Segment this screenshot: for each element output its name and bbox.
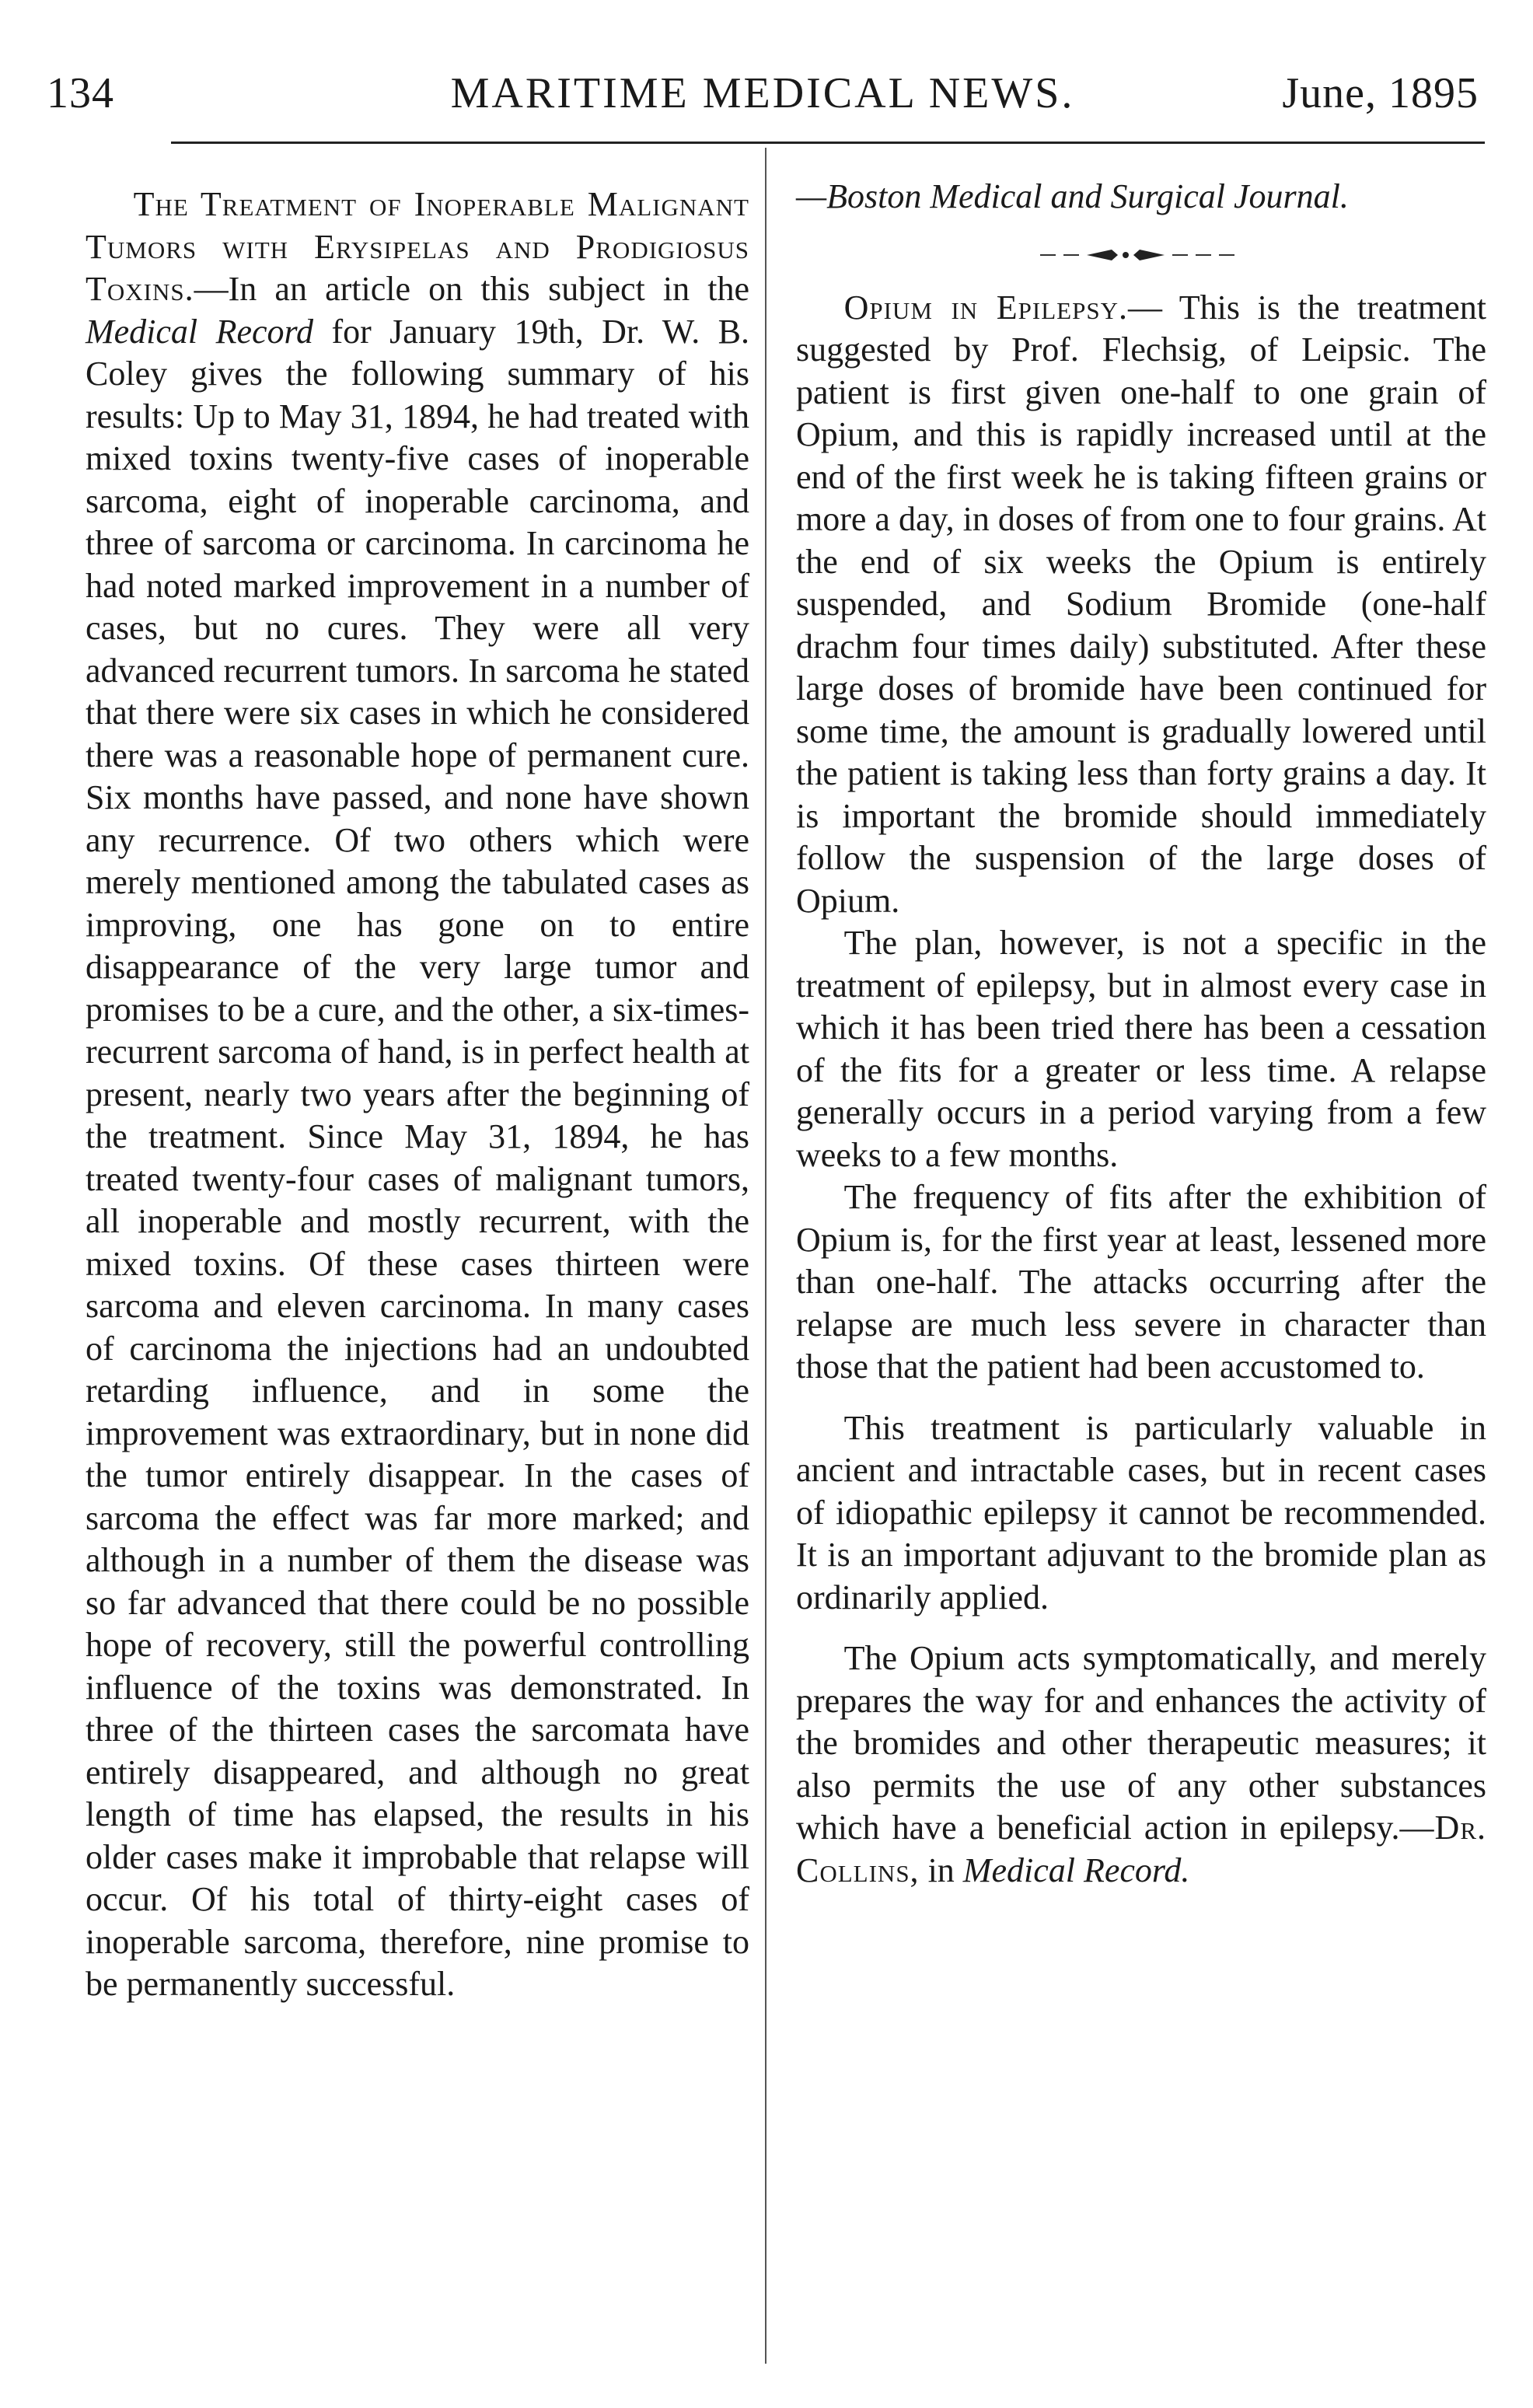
running-head [47,68,1479,131]
issue-date: June, 1895 [1282,69,1479,117]
source-citation: Medical Record [86,312,314,351]
article-heading: The Treatment of Inoperable Malignant Tumors with Erysipelas and Prodigiosus Toxins. [86,185,749,308]
article-source [796,176,1486,218]
author-credit: —Dr. Collins, [796,1809,1486,1889]
connector-text: in [919,1851,963,1889]
page-number: 134 [47,69,114,117]
left-column [86,183,749,2006]
article-opium-p3: The frequency of fits after the exhibition of Opium is, for the first year at least, lessened more than one-half. The attacks occurring after the relapse are much less severe in character than those that the patient had been accustomed to. [796,1178,1486,1386]
article-heading-opium: Opium in Epilepsy. [843,288,1128,327]
paragraph-text: — This is the treatment suggested by Prof. Flechsig, of Leipsic. The patient is first given one-half to one grain of Opium, and this is rapidly increased until at the end of the first week he is taking fifteen grains or more a day, in doses of from one to four grains. At the end of six weeks the Opium is entirely suspended, and Sodium Bromide (one-half drachm four times daily) substituted. After these large doses of bromide have been continued for some time, the amount is gradually lowered until the patient is taking less than forty grains a day. It is important the bromide should immediately follow the suspension of the large doses of Opium. [796,288,1487,920]
source-journal: —Boston Medical and Surgical Journal. [796,177,1349,215]
header-rule [171,142,1485,144]
journal-title: MARITIME MEDICAL NEWS. [450,69,1075,117]
article-body-intro: —In an article on this subject in the [194,270,749,308]
article-opium-p2: The plan, however, is not a specific in the treatment of epilepsy, but in almost every case in which it has been tried there has been a cessation of the fits for a greater or less time. A relapse generally occurs in a period varying from a few weeks to a few months. [796,924,1486,1174]
article-opium-p4: This treatment is particularly valuable in ancient and intractable cases, but in recent cases of idiopathic epilepsy it cannot be recommended. It is an important adjuvant to the bromide plan as ordinarily applied. [796,1408,1486,1616]
column-divider [765,148,766,2364]
source-journal-end: Medical Record. [962,1851,1190,1889]
article-opium-p1 [796,287,1486,923]
ornament-dash-icon [1040,246,1242,264]
article-coley [86,183,749,2006]
right-column [796,176,1486,1892]
article-opium-p5 [796,1637,1486,1892]
article-body: for January 19th, Dr. W. B. Coley gives the following summary of his results: Up to May 31, 1894, he had treated with mixed toxins twenty-five cases of inoperable sarcoma, eight of inoperable carcinoma, and three of sarcoma or carcinoma. In carcinoma he had noted marked improvement in a number of cases, but no cures. They were all very advanced recurrent tumors. In sarcoma he stated that there were six cases in which he considered there was a reasonable hope of permanent cure. Six months have passed, and none have shown any recurrence. Of two others which were merely mentioned among the tabulated cases as improving, one has gone on to entire disappearance of the very large tumor and promises to be a cure, and the other, a six-times-recurrent sarcoma of hand, is in perfect health at present, nearly two years after the beginning of the treatment. Since May 31, 1894, he has treated twenty-four cases of malignant tumors, all inoperable and mostly recurrent, with the mixed toxins. Of these cases thirteen were sarcoma and eleven carcinoma. In many cases of carcinoma the injections had an undoubted retarding influence, and in some the improvement was extraordinary, but in none did the tumor entirely disappear. In the cases of sarcoma the effect was far more marked; and although in a number of them the disease was so far advanced that there could be no possible hope of recovery, still the powerful controlling influence of the toxins was demonstrated. In three of the thirteen cases the sarcomata have entirely disappeared, and although no great length of time has elapsed, the results in his older cases make it improbable that relapse will occur. Of his total of thirty-eight cases of inoperable sarcoma, therefore, nine promise to be permanently successful. [86,312,749,2003]
paragraph-text: The Opium acts symptomatically, and merely prepares the way for and enhances the activity of the bromides and other therapeutic measures; it also permits the use of any other substances which have a beneficial action in epilepsy. [796,1639,1486,1847]
section-ornament [796,232,1486,256]
